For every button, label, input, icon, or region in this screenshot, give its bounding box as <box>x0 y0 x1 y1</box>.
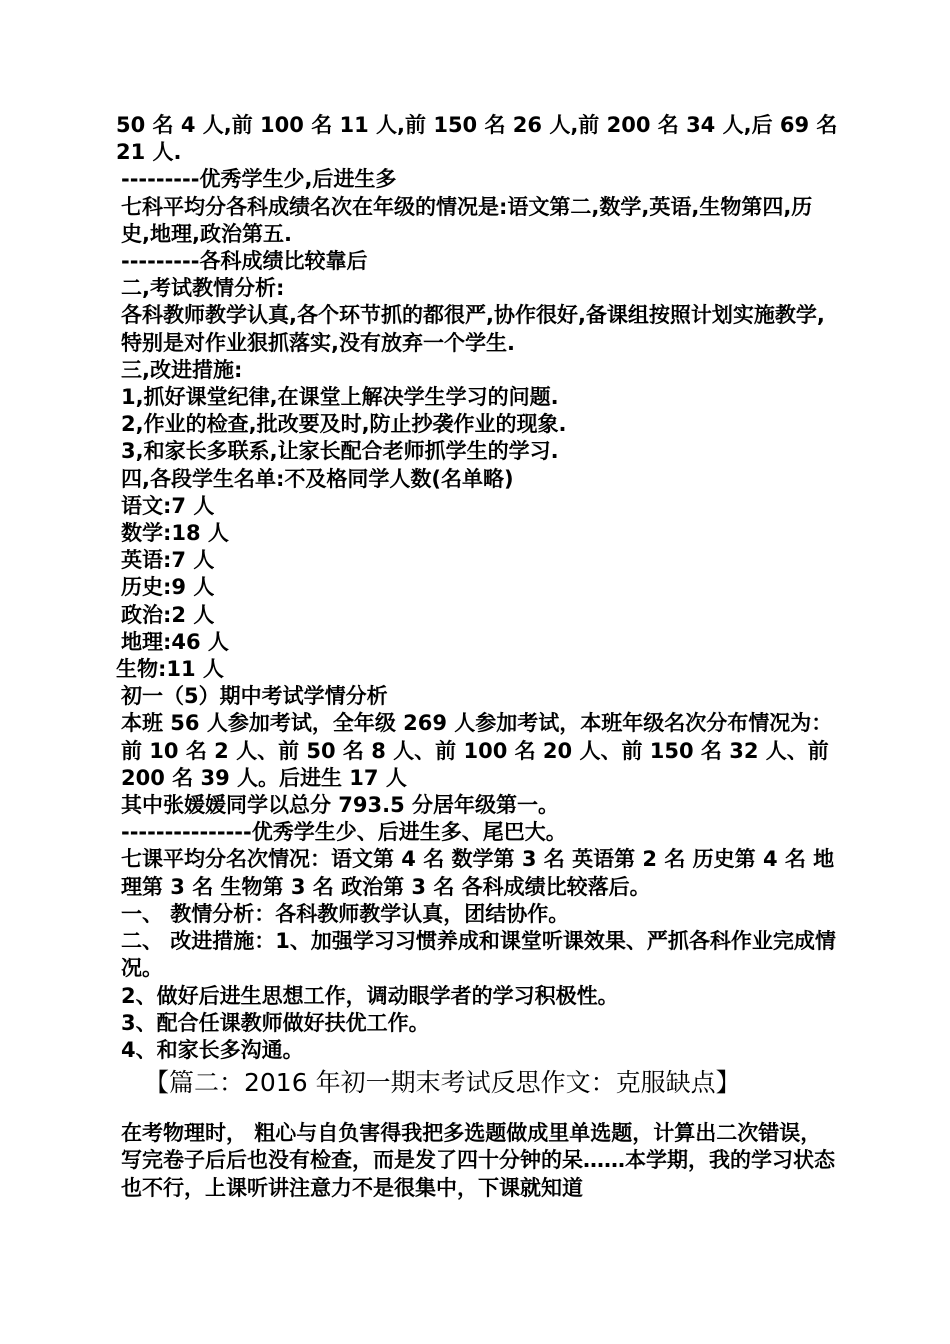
article-heading: 【篇二：2016 年初一期末考试反思作文：克服缺点】 <box>144 1068 741 1098</box>
text-paragraph: 50 名 4 人,前 100 名 11 人,前 150 名 26 人,前 200 名 34 人,后 69 名 21 人. <box>116 113 838 165</box>
document-body <box>116 112 838 1202</box>
list-item: 2、做好后进生思想工作，调动眼学者的学习积极性。 <box>121 983 619 1008</box>
list-item: 2,作业的检查,批改要及时,防止抄袭作业的现象. <box>121 412 567 437</box>
text-paragraph: ---------各科成绩比较靠后 <box>121 249 368 274</box>
text-paragraph: ---------优秀学生少,后进生多 <box>121 167 397 192</box>
subject-count: 历史:9 人 <box>121 575 215 600</box>
subject-count: 地理:46 人 <box>121 629 229 654</box>
list-item: 3、配合任课教师做好扶优工作。 <box>121 1010 430 1035</box>
subject-count: 语文:7 人 <box>121 493 215 518</box>
subject-count: 生物:11 人 <box>116 657 224 682</box>
section-heading: 二,考试教情分析: <box>121 276 285 301</box>
text-paragraph: 二、 改进措施：1、加强学习习惯养成和课堂听课效果、严抓各科作业完成情况。 <box>121 929 836 981</box>
text-paragraph: 在考物理时， 粗心与自负害得我把多选题做成里单选题，计算出二次错误，写完卷子后后也没有检查，而是发了四十分钟的呆……本学期，我的学习状态也不行，上课听讲注意力不是很集中，下课就知道 <box>121 1121 835 1200</box>
text-paragraph: 一、 教情分析：各科教师教学认真，团结协作。 <box>121 901 570 926</box>
text-paragraph: 七科平均分各科成绩名次在年级的情况是:语文第二,数学,英语,生物第四,历史,地理,政治第五. <box>121 194 813 246</box>
text-paragraph: 七课平均分名次情况：语文第 4 名 数学第 3 名 英语第 2 名 历史第 4 名 地理第 3 名 生物第 3 名 政治第 3 名 各科成绩比较落后。 <box>121 847 835 899</box>
subject-count: 数学:18 人 <box>121 521 229 546</box>
text-paragraph: ---------------优秀学生少、后进生多、尾巴大。 <box>121 820 567 845</box>
text-paragraph: 各科教师教学认真,各个环节抓的都很严,协作很好,备课组按照计划实施教学,特别是对作业狠抓落实,没有放弃一个学生. <box>121 303 825 355</box>
text-paragraph: 其中张媛媛同学以总分 793.5 分居年级第一。 <box>121 793 560 818</box>
section-heading: 三,改进措施: <box>121 357 243 382</box>
list-item: 4、和家长多沟通。 <box>121 1037 304 1062</box>
list-item: 1,抓好课堂纪律,在课堂上解决学生学习的问题. <box>121 385 559 410</box>
text-paragraph: 本班 56 人参加考试，全年级 269 人参加考试，本班年级名次分布情况为：前 10 名 2 人、前 50 名 8 人、前 100 名 20 人、前 150 名 32 人、前 200 名 39 人。后进生 17 人 <box>121 711 833 790</box>
subject-count: 英语:7 人 <box>121 548 215 573</box>
section-title: 初一（5）期中考试学情分析 <box>121 684 388 709</box>
subject-count: 政治:2 人 <box>121 602 215 627</box>
section-heading: 四,各段学生名单:不及格同学人数(名单略) <box>121 466 514 491</box>
list-item: 3,和家长多联系,让家长配合老师抓学生的学习. <box>121 439 559 464</box>
